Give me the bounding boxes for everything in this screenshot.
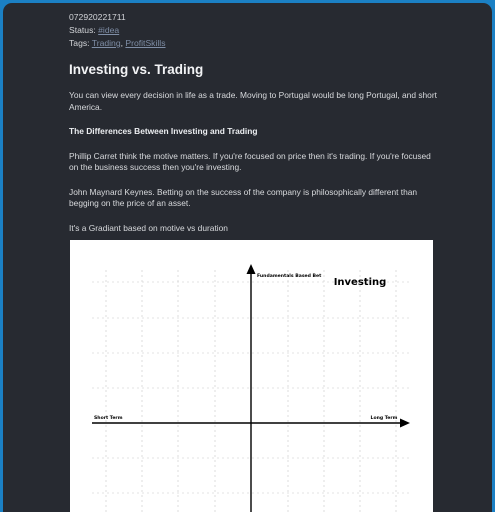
quadrant-diagram (70, 240, 433, 512)
y-axis-top-label: Fundamentals Based Bet (257, 274, 322, 279)
note-title: Investing vs. Trading (69, 62, 204, 77)
status-tag-link[interactable]: #idea (98, 25, 120, 35)
note-window (3, 3, 492, 512)
tags-line (69, 37, 437, 50)
paragraph-gradient: It's a Gradiant based on motive vs duration (69, 222, 228, 233)
note-content (69, 11, 437, 234)
tag-link-profitskills[interactable]: ProfitSkills (125, 38, 166, 48)
x-axis-left-label: Short Term (94, 416, 123, 421)
tag-separator: , (120, 38, 126, 48)
x-axis-right-label: Long Term (370, 416, 398, 421)
note-id: 072920221711 (69, 12, 126, 22)
x-axis-arrowhead (400, 419, 410, 428)
tag-link-trading[interactable]: Trading (91, 38, 121, 48)
section-heading: The Differences Between Investing and Trading (69, 126, 258, 136)
quadrant-diagram-image (70, 240, 433, 512)
paragraph-keynes: John Maynard Keynes. Betting on the success of the company is philosophically different than begging on the price of an asset. (69, 186, 418, 208)
status-line (69, 24, 437, 37)
paragraph-carret: Phillip Carret think the motive matters. If you're focused on price then it's trading. If you're focused on the business success then you're investing. (69, 150, 431, 172)
quadrant-title: Investing (333, 277, 387, 288)
status-label: Status: (69, 25, 96, 35)
paragraph-intro: You can view every decision in life as a trade. Moving to Portugal would be long Portugal, and short America. (69, 90, 437, 112)
y-axis-arrowhead (247, 264, 256, 274)
tags-label: Tags: (69, 38, 90, 48)
